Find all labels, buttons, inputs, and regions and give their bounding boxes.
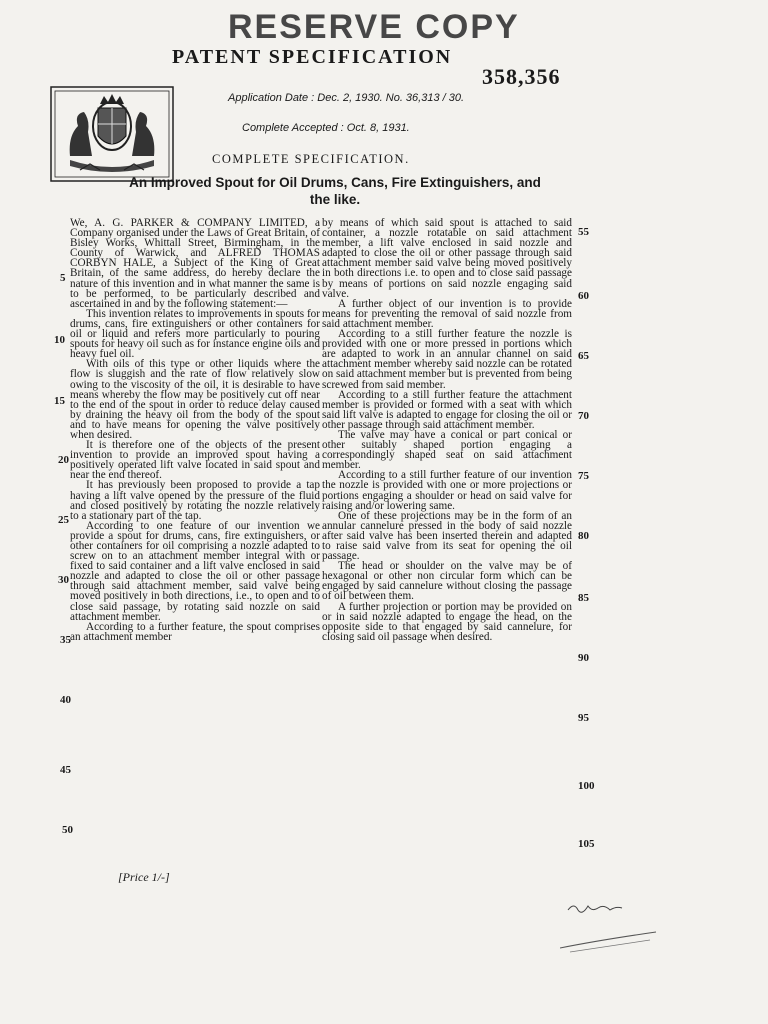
line-number: 65: [578, 350, 589, 362]
left-text-column: [70, 218, 320, 642]
line-number: 30: [58, 574, 69, 586]
paragraph: It is therefore one of the objects of the present invention to provide an improved spout having a positively operated lift valve located in said spout and near the end thereof.: [70, 439, 320, 482]
paragraph: We, A. G. PARKER & COMPANY LIMITED, a Company organised under the Laws of Great Britain, of Bisley Works, Whittall Street, Birmingham, in the County of Warwick, and ALFRED THOMAS CORBYN HALE, a Subject of the King of Great Britain, of the same address, do hereby declare the nature of this invention and in what manner the same is to be performed, to be particularly described and ascertained in and by the following statement:—: [70, 217, 320, 310]
line-number: 5: [60, 272, 66, 284]
paragraph: A further object of our invention is to provide means for preventing the removal of said nozzle from said attachment member.: [322, 297, 572, 330]
patent-specification-heading: PATENT SPECIFICATION: [172, 46, 453, 68]
paragraph: One of these projections may be in the form of an annular cannelure pressed in the body of said nozzle after said valve has been inserted therein and adapted to raise said valve from its seat for opening the oil passage.: [322, 509, 572, 563]
line-number: 25: [58, 514, 69, 526]
right-text-column: [322, 218, 572, 642]
specification-type: COMPLETE SPECIFICATION.: [212, 152, 410, 166]
line-number: 105: [578, 838, 595, 850]
paragraph: According to a still further feature of our invention the nozzle is provided with one or more projections or portions engaging a shoulder or head on said valve for raising and/or lowering same.: [322, 469, 572, 512]
paragraph: With oils of this type or other liquids where the flow is sluggish and the rate of flow relatively slow owing to the viscosity of the oil, it is desirable to have means whereby the flow may be positively cut off near to the end of the spout in order to reduce delay caused by draining the heavy oil from the body of the spout and to have means for opening the valve positively when desired.: [70, 358, 320, 441]
line-number: 95: [578, 712, 589, 724]
paragraph: A further projection or portion may be provided on or in said nozzle adapted to engage the head, on the opposite side to that engaged by said cannelure, for closing said oil passage when desired.: [322, 600, 572, 643]
paragraph: According to a further feature, the spout comprises an attachment member: [70, 620, 320, 643]
line-number: 20: [58, 454, 69, 466]
line-number: 60: [578, 290, 589, 302]
paragraph: According to a still further feature the nozzle is provided with one or more pressed in portions which are adapted to work in an annular channel on said attachment member whereby said nozzle can be rotated on said attachment member but is prevented from being screwed from said member.: [322, 328, 572, 391]
paragraph: The valve may have a conical or part conical or other suitably shaped portion engaging a correspondingly shaped seat on said attachment member.: [322, 428, 572, 472]
patent-number: 358,356: [482, 64, 561, 89]
paragraph: According to a still further feature the attachment member is provided or formed with a seat with which said lift valve is adapted to engage for closing the oil or other passage through said attachment member.: [322, 388, 572, 431]
line-number: 70: [578, 410, 589, 422]
royal-coat-of-arms-icon: [50, 86, 174, 182]
paragraph: According to one feature of our invention we provide a spout for drums, cans, fire extinguishers, or other containers for oil comprising a nozzle adapted to screw on to an attachment member integral with or fixed to said container and a lift valve enclosed in said nozzle and adapted to close the oil or other passage through said attachment member, said valve being moved positively in both directions, i.e., to open and to close said passage, by rotating said nozzle on said attachment member.: [70, 519, 320, 623]
line-number: 15: [54, 395, 65, 407]
paragraph: This invention relates to improvements in spouts for drums, cans, fire extinguishers or other containers for oil or liquid and refers more particularly to pouring spouts for heavy oil such as for instance engine oils and heavy fuel oil.: [70, 307, 320, 361]
invention-title: An Improved Spout for Oil Drums, Cans, Fire Extinguishers, and the like.: [129, 175, 541, 207]
line-number: 40: [60, 694, 71, 706]
complete-accepted-date: Complete Accepted : Oct. 8, 1931.: [242, 122, 410, 134]
line-number: 75: [578, 470, 589, 482]
application-date: Application Date : Dec. 2, 1930. No. 36,313 / 30.: [228, 92, 465, 104]
line-number: 45: [60, 764, 71, 776]
handwritten-mark-icon: [560, 896, 660, 956]
line-number: 90: [578, 652, 589, 664]
line-number: 50: [62, 824, 73, 836]
reserve-copy-stamp: RESERVE COPY: [228, 8, 520, 46]
paragraph: by means of which said spout is attached to said container, a nozzle rotatable on said attachment member, a lift valve enclosed in said nozzle and adapted to close the oil or other passage through said attachment member said valve being moved positively in both directions i.e. to open and to close said passage by means of portions on said nozzle engaging said valve.: [322, 217, 572, 300]
line-number: 100: [578, 780, 595, 792]
line-number: 10: [54, 334, 65, 346]
price: [Price 1/-]: [118, 870, 170, 884]
line-number: 35: [60, 634, 71, 646]
line-number: 85: [578, 592, 589, 604]
line-number: 55: [578, 226, 589, 238]
paragraph: It has previously been proposed to provide a tap having a lift valve opened by the pressure of the fluid and closed positively by rotating the nozzle relatively to a stationary part of the tap.: [70, 479, 320, 522]
paragraph: The head or shoulder on the valve may be of hexagonal or other non circular form which can be engaged by said cannelure without closing the passage of oil between them.: [322, 560, 572, 603]
line-number: 80: [578, 530, 589, 542]
